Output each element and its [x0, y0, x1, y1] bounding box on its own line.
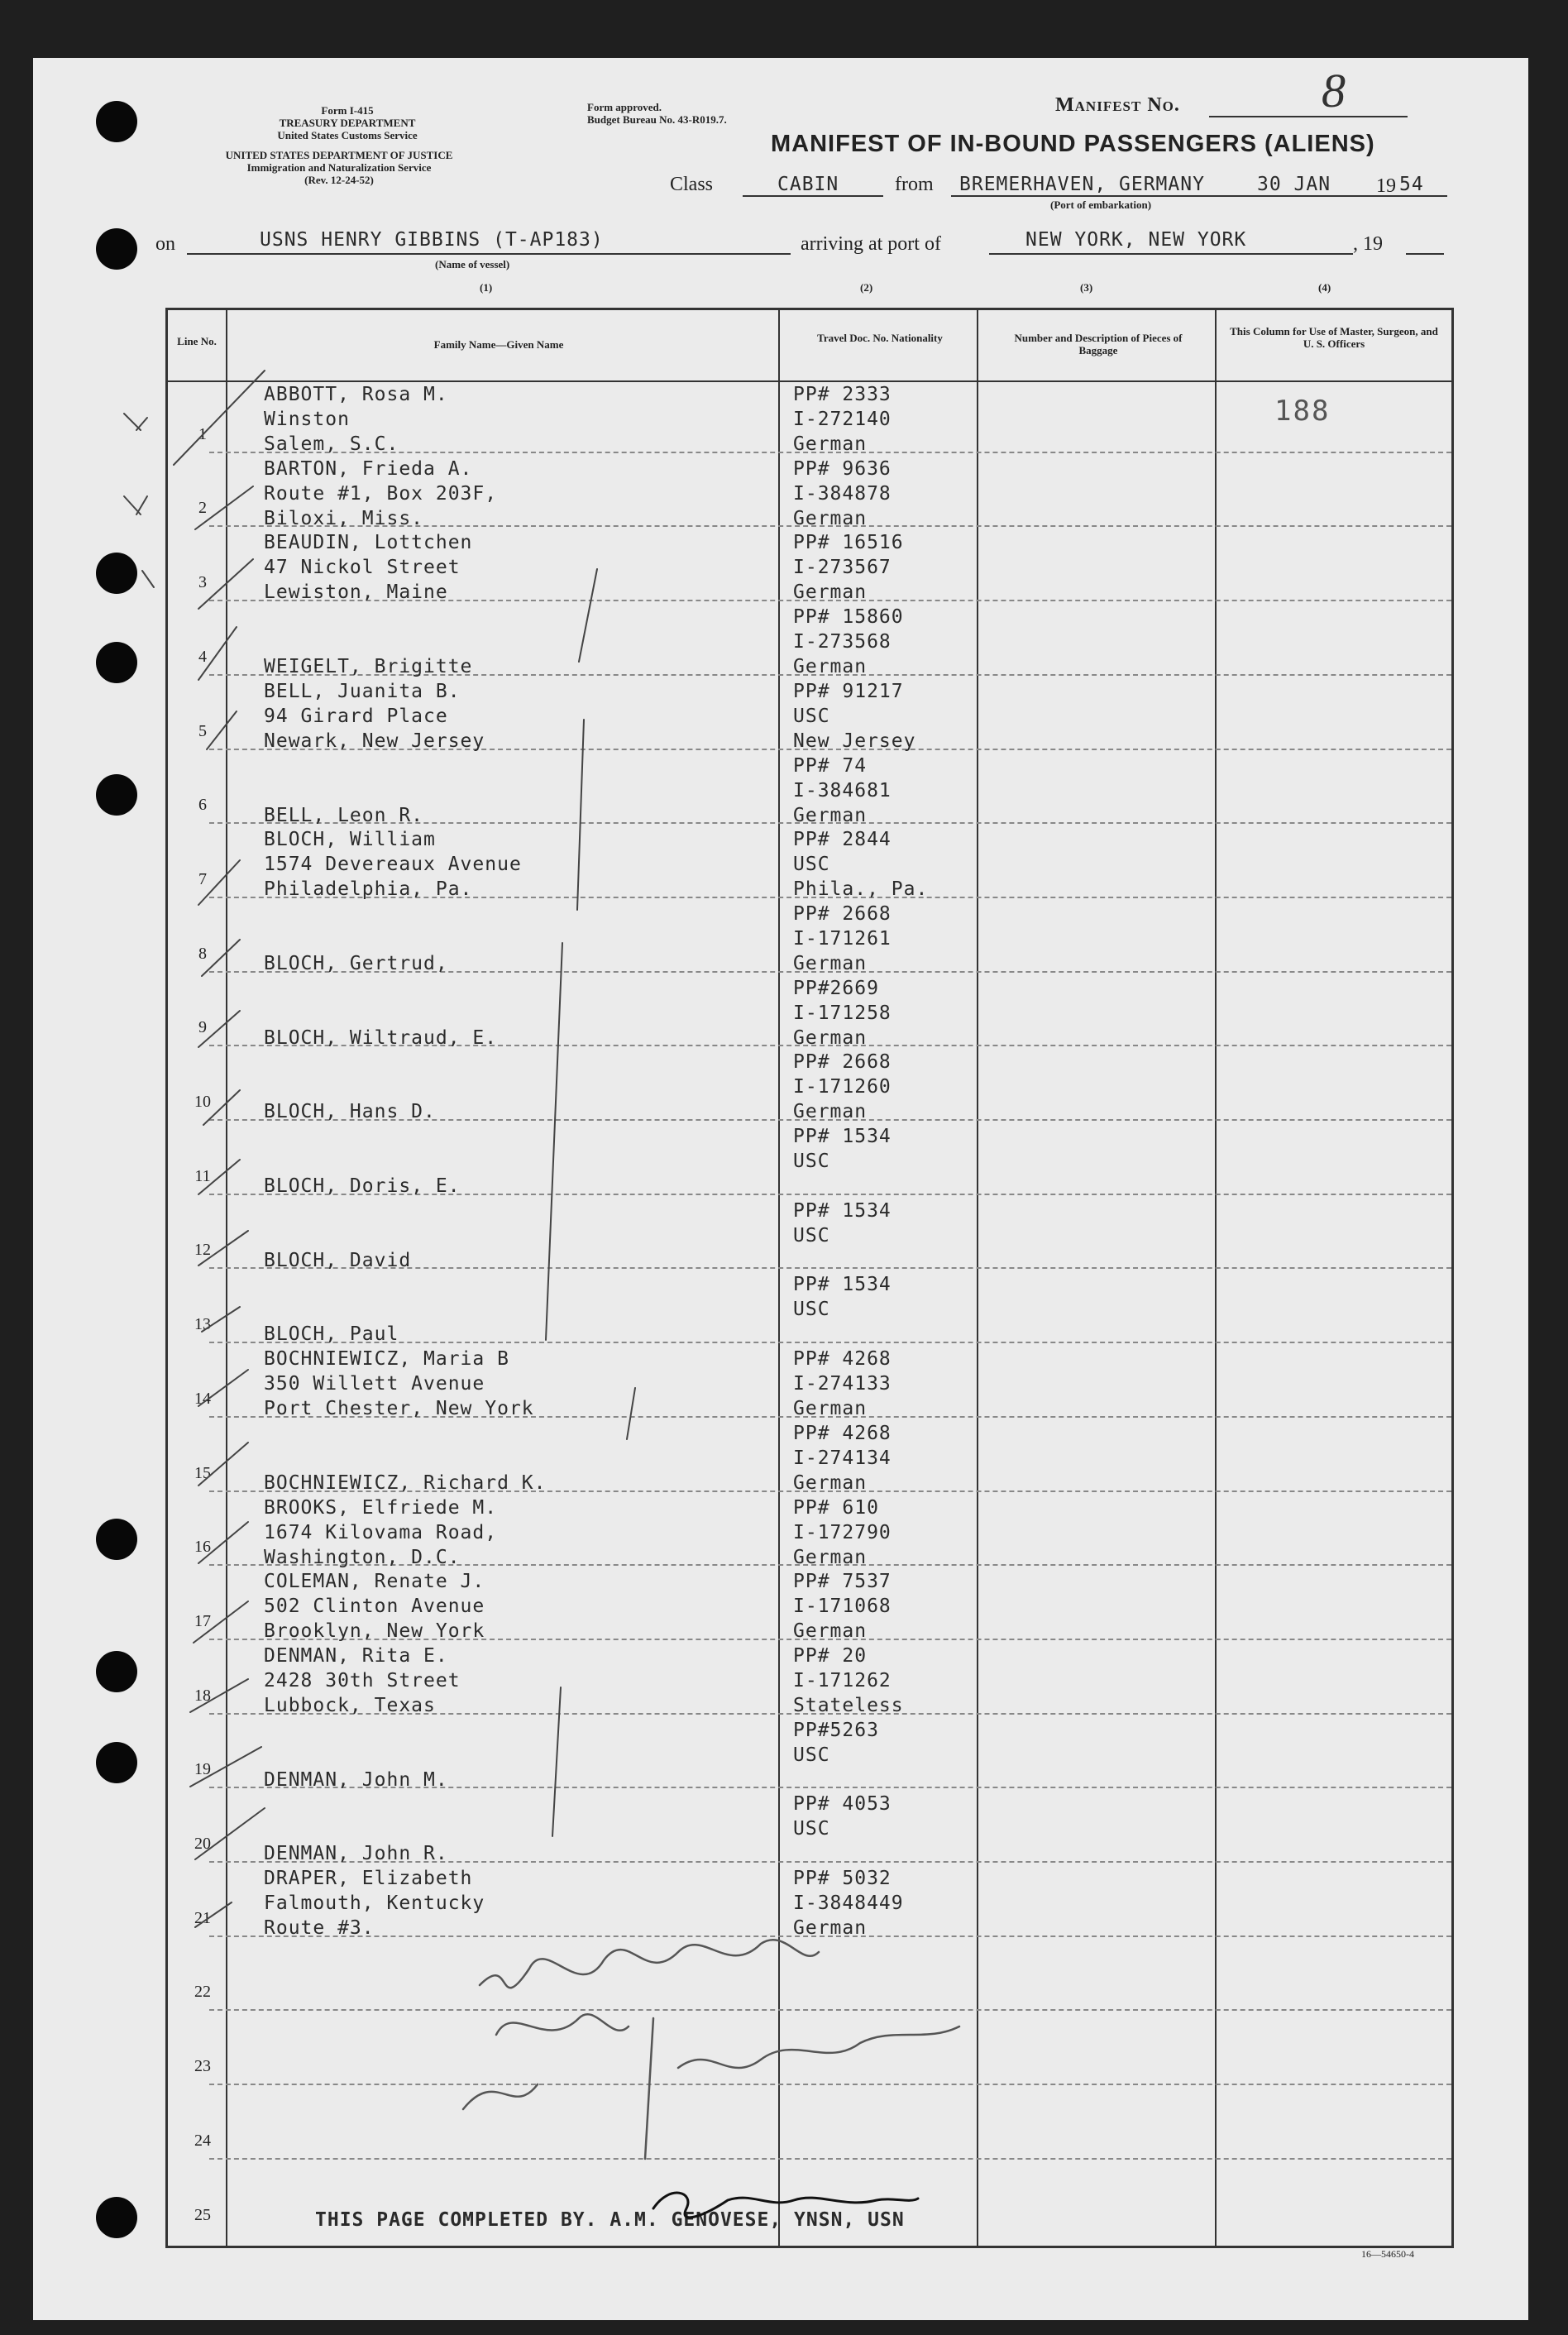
- vessel-caption: (Name of vessel): [435, 258, 510, 270]
- travel-doc-nationality: PP# 1534 USC: [793, 1199, 892, 1246]
- on-label: on: [155, 233, 175, 255]
- travel-doc-nationality: PP# 16516 I-273567 German: [793, 532, 904, 604]
- service-name: Immigration and Naturalization Service: [246, 161, 432, 174]
- passenger-name-address: DENMAN, John R.: [264, 1843, 448, 1865]
- year-suffix: 54: [1399, 174, 1424, 195]
- column-number-3: (3): [1080, 281, 1093, 294]
- from-label: from: [895, 174, 934, 195]
- form-approved: Form approved.: [587, 101, 662, 113]
- line-number: 12: [194, 1241, 211, 1260]
- line-number: 24: [194, 2131, 211, 2150]
- passenger-name-address: DENMAN, John M.: [264, 1768, 448, 1791]
- passenger-name-address: BEAUDIN, Lottchen 47 Nickol Street Lewiston, Maine: [264, 532, 473, 604]
- line-number: 21: [194, 1908, 211, 1927]
- page-title: MANIFEST OF IN-BOUND PASSENGERS (ALIENS): [771, 131, 1375, 157]
- punch-hole: [96, 101, 137, 142]
- passenger-name-address: BLOCH, Gertrud,: [264, 952, 448, 974]
- travel-doc-nationality: PP# 91217 USC New Jersey: [793, 680, 916, 752]
- passenger-name-address: BROOKS, Elfriede M. 1674 Kilovama Road, Washington, D.C.: [264, 1496, 498, 1568]
- form-number: Form I-415: [321, 104, 374, 117]
- manifest-no-label: Manifest No.: [1055, 94, 1180, 116]
- manifest-table: [165, 308, 1454, 2248]
- punch-hole: [96, 2197, 137, 2238]
- passenger-name-address: DRAPER, Elizabeth Falmouth, Kentucky Route #3.: [264, 1868, 485, 1939]
- line-number: 17: [194, 1611, 211, 1630]
- officer-note: 188: [1274, 395, 1331, 428]
- line-number: 6: [198, 796, 207, 815]
- travel-doc-nationality: PP# 2333 I-272140 German: [793, 384, 892, 455]
- travel-doc-nationality: PP# 1534 USC: [793, 1274, 892, 1321]
- travel-doc-nationality: PP# 610 I-172790 German: [793, 1496, 892, 1568]
- department-block: [149, 149, 529, 186]
- passenger-name-address: BLOCH, Doris, E.: [264, 1175, 461, 1197]
- travel-doc-nationality: PP# 2668 I-171261 German: [793, 902, 892, 974]
- travel-doc-nationality: PP#5263 USC: [793, 1719, 879, 1766]
- revision-date: (Rev. 12-24-52): [304, 174, 374, 186]
- form-info-block: [223, 104, 471, 141]
- passenger-name-address: BLOCH, Hans D.: [264, 1101, 436, 1123]
- line-number: 25: [194, 2205, 211, 2224]
- line-number: 16: [194, 1538, 211, 1557]
- punch-hole: [96, 1742, 137, 1783]
- class-underline: [743, 195, 883, 197]
- passenger-name-address: BELL, Leon R.: [264, 804, 424, 826]
- row-divider: [209, 2009, 1451, 2011]
- line-number: 23: [194, 2057, 211, 2076]
- line-number: 4: [198, 647, 207, 666]
- year-prefix: 19: [1376, 175, 1396, 197]
- embarkation-port: BREMERHAVEN, GERMANY: [959, 174, 1205, 195]
- line-number: 19: [194, 1760, 211, 1779]
- arrival-year-underline: [1406, 253, 1444, 255]
- line-number: 14: [194, 1389, 211, 1408]
- col-header-name: Family Name—Given Name: [433, 338, 564, 351]
- travel-doc-nationality: PP# 4053 USC: [793, 1793, 892, 1840]
- line-number: 10: [194, 1093, 211, 1111]
- row-divider: [209, 2084, 1451, 2085]
- passenger-name-address: DENMAN, Rita E. 2428 30th Street Lubbock, Texas: [264, 1644, 461, 1716]
- line-number: 13: [194, 1315, 211, 1334]
- manifest-no-underline: [1209, 116, 1408, 117]
- travel-doc-nationality: PP# 2668 I-171260 German: [793, 1051, 892, 1123]
- line-number: 20: [194, 1835, 211, 1853]
- completed-by: THIS PAGE COMPLETED BY. A.M. GENOVESE, YNSN, USN: [315, 2209, 905, 2231]
- line-number: 3: [198, 573, 207, 592]
- arrival-port: NEW YORK, NEW YORK: [1025, 229, 1247, 251]
- travel-doc-nationality: PP# 9636 I-384878 German: [793, 457, 892, 529]
- line-number: 15: [194, 1463, 211, 1482]
- customs-service: United States Customs Service: [277, 129, 418, 141]
- arrival-year: , 19: [1353, 233, 1383, 255]
- line-number: 11: [194, 1166, 211, 1185]
- passenger-name-address: WEIGELT, Brigitte: [264, 656, 473, 678]
- travel-doc-nationality: PP# 4268 I-274134 German: [793, 1422, 892, 1494]
- form-code: 16—54650-4: [1361, 2248, 1414, 2260]
- line-number: 2: [198, 499, 207, 518]
- punch-hole: [96, 1519, 137, 1560]
- passenger-name-address: ABBOTT, Rosa M. Winston Salem, S.C.: [264, 384, 448, 455]
- passenger-name-address: BLOCH, William 1574 Devereaux Avenue Philadelphia, Pa.: [264, 829, 522, 901]
- class-value: CABIN: [777, 174, 839, 195]
- line-number: 18: [194, 1686, 211, 1705]
- passenger-name-address: BLOCH, Paul: [264, 1323, 399, 1346]
- punch-hole: [96, 642, 137, 683]
- col-header-officers: This Column for Use of Master, Surgeon, and U. S. Officers: [1230, 325, 1438, 350]
- manifest-no-value: 8: [1322, 64, 1346, 117]
- col-header-line-no: Line No.: [177, 335, 217, 347]
- approval-block: [587, 101, 727, 126]
- travel-doc-nationality: PP# 2844 USC Phila., Pa.: [793, 829, 929, 901]
- line-number: 7: [198, 869, 207, 888]
- passenger-name-address: BLOCH, Wiltraud, E.: [264, 1026, 498, 1049]
- travel-doc-nationality: PP# 20 I-171262 Stateless: [793, 1644, 904, 1716]
- line-number: 1: [198, 424, 207, 443]
- line-number: 22: [194, 1983, 211, 2002]
- port-underline: [951, 195, 1447, 197]
- travel-doc-nationality: PP# 74 I-384681 German: [793, 754, 892, 826]
- passenger-name-address: BOCHNIEWICZ, Richard K.: [264, 1471, 547, 1494]
- port-caption: (Port of embarkation): [1050, 199, 1152, 211]
- departure-date: 30 JAN: [1257, 174, 1331, 195]
- travel-doc-nationality: PP# 15860 I-273568 German: [793, 606, 904, 678]
- class-label: Class: [670, 174, 714, 195]
- line-number: 8: [198, 944, 207, 963]
- budget-bureau-no: Budget Bureau No. 43-R019.7.: [587, 113, 727, 126]
- travel-doc-nationality: PP# 1534 USC: [793, 1126, 892, 1172]
- passenger-name-address: COLEMAN, Renate J. 502 Clinton Avenue Brooklyn, New York: [264, 1571, 485, 1643]
- punch-hole: [96, 553, 137, 594]
- line-number: 5: [198, 721, 207, 740]
- travel-doc-nationality: PP#2669 I-171258 German: [793, 977, 892, 1049]
- treasury-department: TREASURY DEPARTMENT: [279, 117, 416, 129]
- column-number-1: (1): [480, 281, 493, 294]
- vessel-name: USNS HENRY GIBBINS (T-AP183): [260, 229, 604, 251]
- arriving-label: arriving at port of: [801, 233, 941, 255]
- passenger-name-address: BLOCH, David: [264, 1249, 412, 1271]
- arrival-underline: [989, 253, 1353, 255]
- row-divider: [209, 2158, 1451, 2160]
- passenger-name-address: BARTON, Frieda A. Route #1, Box 203F, Biloxi, Miss.: [264, 457, 498, 529]
- travel-doc-nationality: PP# 5032 I-3848449 German: [793, 1868, 904, 1939]
- travel-doc-nationality: PP# 7537 I-171068 German: [793, 1571, 892, 1643]
- line-number: 9: [198, 1018, 207, 1037]
- column-number-2: (2): [860, 281, 873, 294]
- col-header-baggage: Number and Description of Pieces of Baggage: [1014, 332, 1183, 356]
- punch-hole: [96, 774, 137, 816]
- column-number-4: (4): [1318, 281, 1331, 294]
- punch-hole: [96, 228, 137, 270]
- passenger-name-address: BELL, Juanita B. 94 Girard Place Newark, New Jersey: [264, 680, 485, 752]
- department-name: UNITED STATES DEPARTMENT OF JUSTICE: [225, 149, 453, 161]
- col-header-travel-doc: Travel Doc. No. Nationality: [817, 332, 943, 344]
- punch-hole: [96, 1651, 137, 1692]
- passenger-name-address: BOCHNIEWICZ, Maria B 350 Willett Avenue Port Chester, New York: [264, 1348, 534, 1420]
- travel-doc-nationality: PP# 4268 I-274133 German: [793, 1348, 892, 1420]
- vessel-underline: [187, 253, 791, 255]
